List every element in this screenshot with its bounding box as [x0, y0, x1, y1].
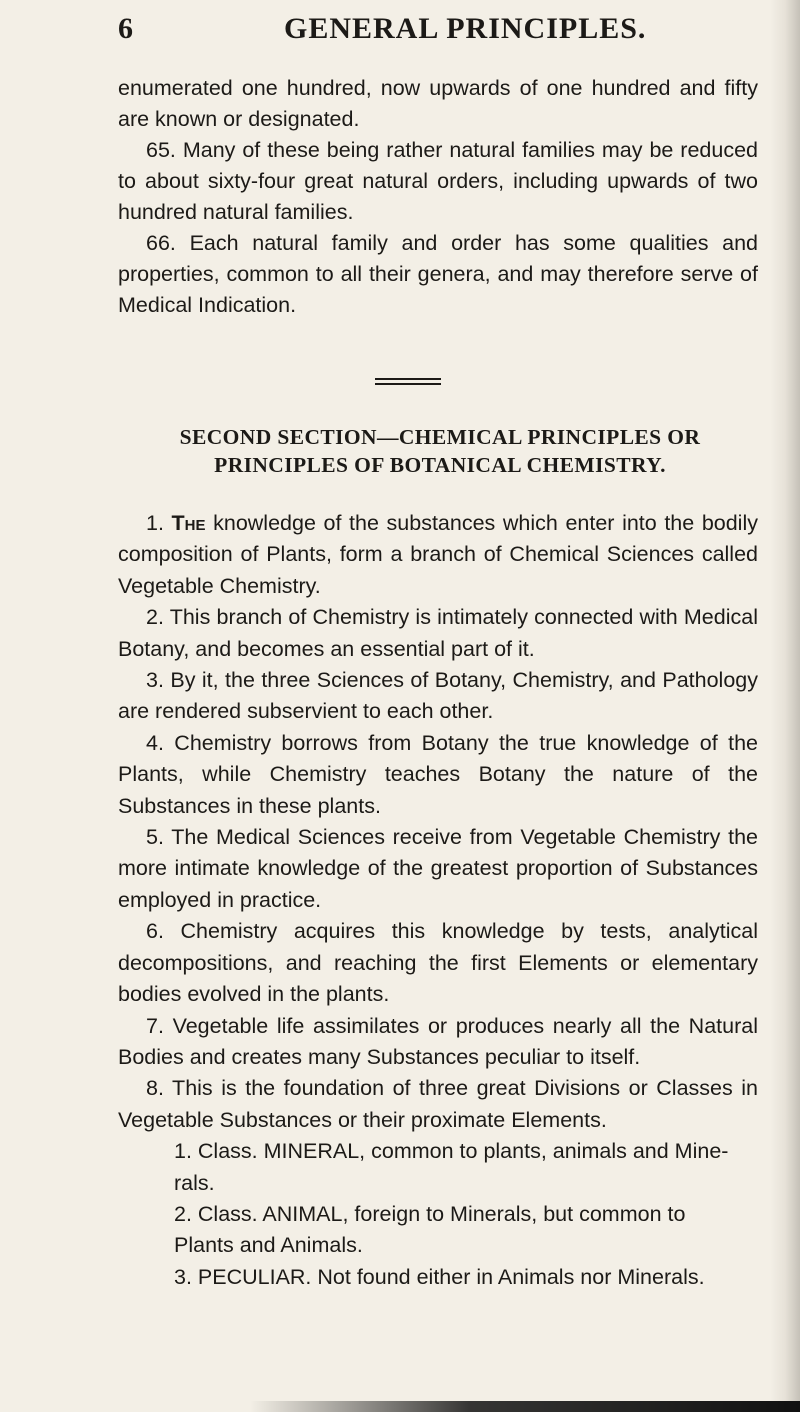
paragraph-1: [118, 508, 758, 602]
section-heading: [100, 423, 780, 479]
paragraph-continued: enumerated one hundred, now upwards of one hundred and fifty are known or designated.: [118, 76, 758, 131]
page-edge-shadow: [250, 1401, 800, 1412]
page-header-title: GENERAL PRINCIPLES.: [284, 12, 647, 45]
paragraph-1-text: knowledge of the substances which enter into the bodily composition of Plants, form a branch of Chemical Sciences called Vegetable Chemistry.: [118, 511, 758, 598]
paragraph-1-number: 1.: [146, 511, 172, 535]
class-item-line: 1. Class. MINERAL, common to plants, animals and Mine-: [174, 1139, 729, 1164]
paragraph-7: 7. Vegetable life assimilates or produces nearly all the Natural Bodies and creates many Substances peculiar to itself.: [118, 1013, 758, 1069]
paragraph-2: 2. This branch of Chemistry is intimately connected with Medical Botany, and becomes an essential part of it.: [118, 605, 758, 661]
class-item-line-cont: Plants and Animals.: [174, 1233, 363, 1258]
class-item-animal: [118, 1199, 758, 1262]
class-item-mineral: [118, 1136, 758, 1199]
paragraph-8: 8. This is the foundation of three great Divisions or Classes in Vegetable Substances or their proximate Elements.: [118, 1076, 758, 1132]
section-text-block: [118, 508, 758, 1293]
paragraph-65: 65. Many of these being rather natural families may be reduced to about sixty-four great natural orders, including upwards of two hundred natural families.: [118, 138, 758, 224]
paragraph-66: 66. Each natural family and order has some qualities and properties, common to all their genera, and may therefore serve of Medical Indication.: [118, 231, 758, 317]
top-text-block: [118, 73, 758, 321]
section-heading-line-2: PRINCIPLES OF BOTANICAL CHEMISTRY.: [214, 453, 666, 477]
paragraph-4: 4. Chemistry borrows from Botany the true knowledge of the Plants, while Chemistry teaches Botany the nature of the Substances in these plants.: [118, 730, 758, 818]
paragraph-3: 3. By it, the three Sciences of Botany, Chemistry, and Pathology are rendered subservient to each other.: [118, 668, 758, 724]
class-item-line-cont: rals.: [174, 1170, 215, 1195]
paragraph-6: 6. Chemistry acquires this knowledge by tests, analytical decompositions, and reaching the first Elements or elementary bodies evolved in the plants.: [118, 919, 758, 1007]
class-item-line: 2. Class. ANIMAL, foreign to Minerals, but common to: [174, 1201, 686, 1226]
class-item-line: 3. PECULIAR. Not found either in Animals nor Minerals.: [174, 1264, 705, 1289]
running-head: [118, 12, 758, 52]
section-divider-rule: [375, 378, 441, 380]
section-heading-line-1: SECOND SECTION—CHEMICAL PRINCIPLES OR: [179, 425, 701, 449]
class-item-peculiar: [118, 1262, 758, 1293]
page-number: 6: [118, 12, 134, 45]
paragraph-5: 5. The Medical Sciences receive from Vegetable Chemistry the more intimate knowledge of the greatest proportion of Substances employed in practice.: [118, 825, 758, 912]
paragraph-1-smallcaps: The: [171, 511, 206, 535]
section-divider-rule: [375, 383, 441, 385]
